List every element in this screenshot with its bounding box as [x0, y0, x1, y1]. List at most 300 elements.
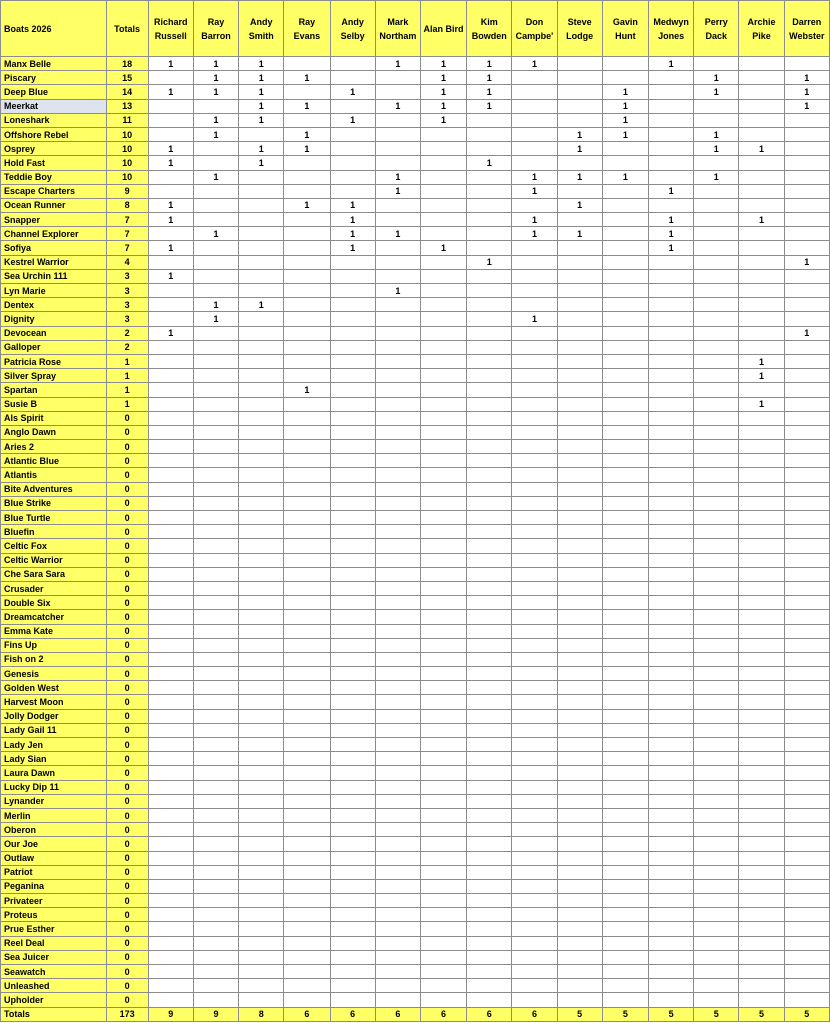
mark-cell[interactable]: 1 [784, 71, 829, 85]
mark-cell[interactable] [330, 411, 375, 425]
mark-cell[interactable] [602, 255, 648, 269]
mark-cell[interactable] [512, 468, 557, 482]
boat-name-cell[interactable]: Laura Dawn [1, 766, 107, 780]
mark-cell[interactable] [420, 496, 466, 510]
boat-name-cell[interactable]: Seawatch [1, 965, 107, 979]
mark-cell[interactable] [784, 652, 829, 666]
mark-cell[interactable] [284, 567, 330, 581]
mark-cell[interactable] [602, 936, 648, 950]
mark-cell[interactable] [284, 922, 330, 936]
mark-cell[interactable]: 1 [193, 71, 238, 85]
boat-name-cell[interactable]: Loneshark [1, 113, 107, 127]
boat-name-cell[interactable]: Bite Adventures [1, 482, 107, 496]
mark-cell[interactable] [375, 894, 420, 908]
mark-cell[interactable] [739, 425, 784, 439]
member-header[interactable] [467, 1, 512, 57]
mark-cell[interactable] [420, 879, 466, 893]
mark-cell[interactable]: 1 [284, 127, 330, 141]
mark-cell[interactable] [694, 326, 739, 340]
mark-cell[interactable] [557, 652, 602, 666]
mark-cell[interactable] [284, 823, 330, 837]
mark-cell[interactable]: 1 [330, 113, 375, 127]
mark-cell[interactable] [375, 681, 420, 695]
mark-cell[interactable] [284, 340, 330, 354]
mark-cell[interactable] [284, 156, 330, 170]
mark-cell[interactable] [739, 241, 784, 255]
mark-cell[interactable] [694, 354, 739, 368]
mark-cell[interactable] [330, 936, 375, 950]
mark-cell[interactable] [648, 411, 693, 425]
mark-cell[interactable] [420, 738, 466, 752]
mark-cell[interactable] [602, 482, 648, 496]
boat-total-cell[interactable]: 0 [106, 894, 148, 908]
boat-total-cell[interactable]: 3 [106, 269, 148, 283]
mark-cell[interactable] [694, 57, 739, 71]
mark-cell[interactable] [284, 879, 330, 893]
mark-cell[interactable] [239, 808, 284, 822]
boat-total-cell[interactable]: 13 [106, 99, 148, 113]
mark-cell[interactable]: 1 [420, 113, 466, 127]
boat-name-cell[interactable]: Double Six [1, 596, 107, 610]
mark-cell[interactable] [784, 198, 829, 212]
mark-cell[interactable] [784, 269, 829, 283]
mark-cell[interactable]: 1 [193, 127, 238, 141]
boat-total-cell[interactable]: 0 [106, 624, 148, 638]
mark-cell[interactable] [694, 610, 739, 624]
mark-cell[interactable]: 1 [557, 142, 602, 156]
mark-cell[interactable] [648, 284, 693, 298]
mark-cell[interactable] [330, 525, 375, 539]
mark-cell[interactable] [148, 354, 193, 368]
mark-cell[interactable] [648, 681, 693, 695]
mark-cell[interactable] [239, 241, 284, 255]
mark-cell[interactable] [557, 340, 602, 354]
mark-cell[interactable] [375, 624, 420, 638]
mark-cell[interactable] [420, 227, 466, 241]
mark-cell[interactable] [694, 624, 739, 638]
mark-cell[interactable] [193, 213, 238, 227]
mark-cell[interactable] [239, 312, 284, 326]
mark-cell[interactable] [148, 71, 193, 85]
mark-cell[interactable] [557, 553, 602, 567]
mark-cell[interactable] [284, 496, 330, 510]
mark-cell[interactable]: 1 [148, 142, 193, 156]
mark-cell[interactable]: 1 [239, 57, 284, 71]
mark-cell[interactable] [193, 468, 238, 482]
boat-name-cell[interactable]: Harvest Moon [1, 695, 107, 709]
mark-cell[interactable] [512, 681, 557, 695]
mark-cell[interactable] [694, 482, 739, 496]
mark-cell[interactable] [648, 340, 693, 354]
mark-cell[interactable] [648, 922, 693, 936]
mark-cell[interactable] [467, 638, 512, 652]
boat-name-cell[interactable]: Outlaw [1, 851, 107, 865]
mark-cell[interactable] [512, 695, 557, 709]
mark-cell[interactable] [420, 652, 466, 666]
mark-cell[interactable] [420, 780, 466, 794]
mark-cell[interactable]: 1 [330, 227, 375, 241]
mark-cell[interactable] [557, 908, 602, 922]
mark-cell[interactable] [512, 879, 557, 893]
mark-cell[interactable] [739, 652, 784, 666]
mark-cell[interactable] [420, 794, 466, 808]
mark-cell[interactable]: 1 [148, 326, 193, 340]
mark-cell[interactable] [420, 255, 466, 269]
mark-cell[interactable] [193, 255, 238, 269]
mark-cell[interactable] [739, 482, 784, 496]
mark-cell[interactable] [375, 482, 420, 496]
boat-total-cell[interactable]: 10 [106, 142, 148, 156]
mark-cell[interactable] [467, 539, 512, 553]
mark-cell[interactable]: 1 [648, 241, 693, 255]
mark-cell[interactable] [148, 808, 193, 822]
mark-cell[interactable] [284, 894, 330, 908]
mark-cell[interactable] [148, 553, 193, 567]
mark-cell[interactable] [784, 468, 829, 482]
boat-total-cell[interactable]: 0 [106, 695, 148, 709]
mark-cell[interactable] [694, 695, 739, 709]
mark-cell[interactable]: 1 [239, 99, 284, 113]
mark-cell[interactable] [239, 227, 284, 241]
mark-cell[interactable] [557, 213, 602, 227]
mark-cell[interactable] [330, 667, 375, 681]
boat-name-cell[interactable]: Snapper [1, 213, 107, 227]
mark-cell[interactable] [420, 482, 466, 496]
mark-cell[interactable] [284, 681, 330, 695]
mark-cell[interactable] [284, 184, 330, 198]
mark-cell[interactable] [375, 922, 420, 936]
boat-total-cell[interactable]: 0 [106, 808, 148, 822]
mark-cell[interactable] [467, 354, 512, 368]
mark-cell[interactable] [512, 71, 557, 85]
boat-total-cell[interactable]: 3 [106, 312, 148, 326]
mark-cell[interactable] [148, 525, 193, 539]
mark-cell[interactable] [375, 496, 420, 510]
boat-total-cell[interactable]: 0 [106, 723, 148, 737]
boat-name-cell[interactable]: Sea Juicer [1, 950, 107, 964]
mark-cell[interactable] [330, 794, 375, 808]
mark-cell[interactable] [193, 979, 238, 993]
mark-cell[interactable] [648, 965, 693, 979]
mark-cell[interactable] [557, 539, 602, 553]
mark-cell[interactable] [602, 525, 648, 539]
mark-cell[interactable] [739, 553, 784, 567]
boat-name-cell[interactable]: Golden West [1, 681, 107, 695]
boat-name-cell[interactable]: Silver Spray [1, 369, 107, 383]
mark-cell[interactable] [694, 99, 739, 113]
mark-cell[interactable] [739, 454, 784, 468]
mark-cell[interactable] [648, 837, 693, 851]
mark-cell[interactable] [557, 581, 602, 595]
mark-cell[interactable] [512, 965, 557, 979]
mark-cell[interactable] [239, 638, 284, 652]
mark-cell[interactable] [784, 553, 829, 567]
mark-cell[interactable] [739, 184, 784, 198]
mark-cell[interactable] [512, 638, 557, 652]
mark-cell[interactable] [330, 496, 375, 510]
mark-cell[interactable] [284, 723, 330, 737]
mark-cell[interactable] [420, 823, 466, 837]
boat-name-cell[interactable]: Piscary [1, 71, 107, 85]
mark-cell[interactable] [284, 284, 330, 298]
mark-cell[interactable] [330, 922, 375, 936]
mark-cell[interactable] [784, 156, 829, 170]
member-header[interactable] [284, 1, 330, 57]
mark-cell[interactable] [239, 525, 284, 539]
boat-name-cell[interactable]: Lady Jen [1, 738, 107, 752]
mark-cell[interactable] [602, 142, 648, 156]
boat-total-cell[interactable]: 1 [106, 369, 148, 383]
member-header[interactable] [512, 1, 557, 57]
mark-cell[interactable] [602, 340, 648, 354]
boat-name-cell[interactable]: Sea Urchin 111 [1, 269, 107, 283]
mark-cell[interactable] [784, 369, 829, 383]
mark-cell[interactable] [420, 638, 466, 652]
mark-cell[interactable] [784, 57, 829, 71]
boat-name-cell[interactable]: Atlantis [1, 468, 107, 482]
mark-cell[interactable] [375, 142, 420, 156]
mark-cell[interactable] [557, 738, 602, 752]
totals-header[interactable]: Totals [106, 1, 148, 57]
member-total-cell[interactable]: 5 [602, 1007, 648, 1021]
mark-cell[interactable] [739, 440, 784, 454]
mark-cell[interactable] [739, 908, 784, 922]
mark-cell[interactable] [602, 496, 648, 510]
mark-cell[interactable] [193, 610, 238, 624]
mark-cell[interactable]: 1 [375, 284, 420, 298]
boat-name-cell[interactable]: Devocean [1, 326, 107, 340]
mark-cell[interactable] [467, 894, 512, 908]
mark-cell[interactable] [375, 709, 420, 723]
mark-cell[interactable] [239, 255, 284, 269]
mark-cell[interactable] [284, 213, 330, 227]
boat-name-cell[interactable]: Ocean Runner [1, 198, 107, 212]
mark-cell[interactable] [648, 596, 693, 610]
mark-cell[interactable] [694, 709, 739, 723]
mark-cell[interactable] [602, 411, 648, 425]
boat-total-cell[interactable]: 0 [106, 780, 148, 794]
mark-cell[interactable] [739, 227, 784, 241]
mark-cell[interactable] [148, 127, 193, 141]
mark-cell[interactable] [557, 794, 602, 808]
boat-total-cell[interactable]: 1 [106, 397, 148, 411]
boat-name-cell[interactable]: Lucky Dip 11 [1, 780, 107, 794]
mark-cell[interactable] [467, 610, 512, 624]
mark-cell[interactable] [512, 652, 557, 666]
mark-cell[interactable] [602, 610, 648, 624]
mark-cell[interactable] [148, 454, 193, 468]
mark-cell[interactable]: 1 [739, 142, 784, 156]
mark-cell[interactable] [557, 865, 602, 879]
mark-cell[interactable] [784, 539, 829, 553]
mark-cell[interactable] [512, 581, 557, 595]
mark-cell[interactable]: 1 [739, 369, 784, 383]
boat-total-cell[interactable]: 0 [106, 610, 148, 624]
mark-cell[interactable] [694, 667, 739, 681]
mark-cell[interactable]: 1 [512, 170, 557, 184]
mark-cell[interactable] [193, 284, 238, 298]
mark-cell[interactable]: 1 [420, 57, 466, 71]
mark-cell[interactable] [420, 908, 466, 922]
mark-cell[interactable] [467, 113, 512, 127]
mark-cell[interactable] [557, 950, 602, 964]
mark-cell[interactable] [694, 936, 739, 950]
mark-cell[interactable] [602, 993, 648, 1007]
mark-cell[interactable]: 1 [375, 184, 420, 198]
mark-cell[interactable] [420, 312, 466, 326]
mark-cell[interactable] [467, 652, 512, 666]
mark-cell[interactable] [420, 567, 466, 581]
mark-cell[interactable] [375, 950, 420, 964]
mark-cell[interactable]: 1 [467, 57, 512, 71]
mark-cell[interactable] [193, 837, 238, 851]
mark-cell[interactable] [148, 993, 193, 1007]
mark-cell[interactable] [784, 397, 829, 411]
mark-cell[interactable] [420, 170, 466, 184]
mark-cell[interactable] [284, 837, 330, 851]
mark-cell[interactable] [330, 879, 375, 893]
mark-cell[interactable] [148, 425, 193, 439]
mark-cell[interactable] [420, 865, 466, 879]
mark-cell[interactable] [420, 326, 466, 340]
mark-cell[interactable] [602, 354, 648, 368]
mark-cell[interactable] [239, 950, 284, 964]
mark-cell[interactable] [330, 865, 375, 879]
mark-cell[interactable] [375, 326, 420, 340]
mark-cell[interactable] [284, 865, 330, 879]
mark-cell[interactable] [375, 425, 420, 439]
mark-cell[interactable] [239, 596, 284, 610]
mark-cell[interactable] [284, 596, 330, 610]
mark-cell[interactable] [602, 440, 648, 454]
mark-cell[interactable] [239, 624, 284, 638]
mark-cell[interactable] [512, 667, 557, 681]
boat-total-cell[interactable]: 0 [106, 738, 148, 752]
mark-cell[interactable] [739, 752, 784, 766]
mark-cell[interactable] [648, 723, 693, 737]
mark-cell[interactable] [602, 57, 648, 71]
mark-cell[interactable] [420, 127, 466, 141]
mark-cell[interactable] [557, 752, 602, 766]
mark-cell[interactable] [193, 482, 238, 496]
boat-name-cell[interactable]: Proteus [1, 908, 107, 922]
boat-name-cell[interactable]: Hold Fast [1, 156, 107, 170]
mark-cell[interactable] [239, 738, 284, 752]
mark-cell[interactable] [420, 198, 466, 212]
mark-cell[interactable] [193, 936, 238, 950]
mark-cell[interactable] [602, 794, 648, 808]
boat-name-cell[interactable]: Offshore Rebel [1, 127, 107, 141]
mark-cell[interactable] [512, 340, 557, 354]
member-total-cell[interactable]: 6 [284, 1007, 330, 1021]
boat-total-cell[interactable]: 7 [106, 213, 148, 227]
mark-cell[interactable] [375, 312, 420, 326]
mark-cell[interactable] [739, 922, 784, 936]
mark-cell[interactable] [239, 326, 284, 340]
mark-cell[interactable] [648, 312, 693, 326]
mark-cell[interactable] [784, 354, 829, 368]
mark-cell[interactable] [284, 539, 330, 553]
mark-cell[interactable] [467, 397, 512, 411]
mark-cell[interactable] [694, 525, 739, 539]
mark-cell[interactable] [239, 397, 284, 411]
mark-cell[interactable] [602, 383, 648, 397]
mark-cell[interactable] [648, 823, 693, 837]
mark-cell[interactable] [512, 440, 557, 454]
mark-cell[interactable] [420, 184, 466, 198]
mark-cell[interactable]: 1 [784, 99, 829, 113]
mark-cell[interactable] [648, 383, 693, 397]
mark-cell[interactable] [648, 567, 693, 581]
mark-cell[interactable] [694, 894, 739, 908]
mark-cell[interactable] [467, 454, 512, 468]
mark-cell[interactable] [739, 624, 784, 638]
mark-cell[interactable] [193, 425, 238, 439]
boat-total-cell[interactable]: 8 [106, 198, 148, 212]
mark-cell[interactable] [467, 511, 512, 525]
mark-cell[interactable] [284, 369, 330, 383]
mark-cell[interactable] [784, 780, 829, 794]
mark-cell[interactable] [557, 425, 602, 439]
mark-cell[interactable] [239, 752, 284, 766]
mark-cell[interactable] [284, 425, 330, 439]
mark-cell[interactable]: 1 [467, 255, 512, 269]
mark-cell[interactable] [284, 851, 330, 865]
mark-cell[interactable] [239, 695, 284, 709]
mark-cell[interactable] [330, 624, 375, 638]
mark-cell[interactable] [784, 950, 829, 964]
mark-cell[interactable] [420, 695, 466, 709]
mark-cell[interactable] [512, 411, 557, 425]
mark-cell[interactable] [512, 241, 557, 255]
mark-cell[interactable] [284, 695, 330, 709]
mark-cell[interactable] [420, 425, 466, 439]
mark-cell[interactable] [467, 369, 512, 383]
mark-cell[interactable] [284, 752, 330, 766]
boat-name-cell[interactable]: Lyn Marie [1, 284, 107, 298]
mark-cell[interactable] [602, 638, 648, 652]
mark-cell[interactable] [239, 879, 284, 893]
mark-cell[interactable] [739, 99, 784, 113]
mark-cell[interactable] [602, 808, 648, 822]
mark-cell[interactable] [148, 638, 193, 652]
mark-cell[interactable] [512, 610, 557, 624]
mark-cell[interactable] [375, 255, 420, 269]
boat-name-cell[interactable]: Emma Kate [1, 624, 107, 638]
mark-cell[interactable] [557, 936, 602, 950]
mark-cell[interactable]: 1 [739, 213, 784, 227]
mark-cell[interactable] [648, 581, 693, 595]
mark-cell[interactable] [193, 723, 238, 737]
mark-cell[interactable] [784, 596, 829, 610]
mark-cell[interactable] [784, 610, 829, 624]
mark-cell[interactable]: 1 [375, 57, 420, 71]
boat-name-cell[interactable]: Crusader [1, 581, 107, 595]
mark-cell[interactable] [512, 482, 557, 496]
mark-cell[interactable] [375, 738, 420, 752]
boat-total-cell[interactable]: 0 [106, 411, 148, 425]
mark-cell[interactable] [739, 255, 784, 269]
mark-cell[interactable] [239, 511, 284, 525]
mark-cell[interactable] [420, 766, 466, 780]
mark-cell[interactable] [648, 865, 693, 879]
mark-cell[interactable] [557, 468, 602, 482]
mark-cell[interactable] [557, 397, 602, 411]
boat-total-cell[interactable]: 0 [106, 851, 148, 865]
mark-cell[interactable] [148, 581, 193, 595]
mark-cell[interactable] [557, 156, 602, 170]
mark-cell[interactable] [330, 695, 375, 709]
